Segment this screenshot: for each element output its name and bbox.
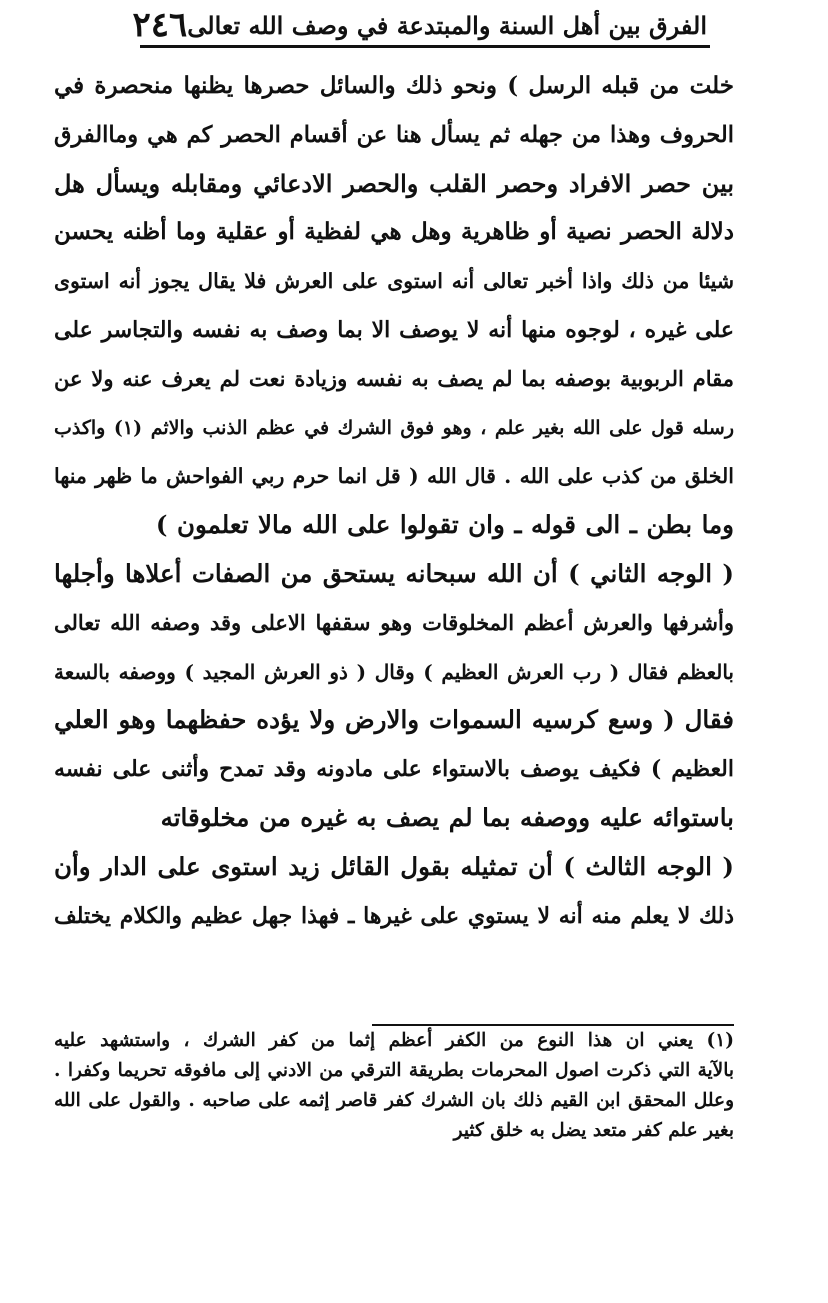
- text-line: ( الوجه الثالث ) أن تمثيله بقول القائل زيد استوى على الدار وأن: [54, 851, 734, 881]
- text-line: بين حصر الافراد وحصر القلب والحصر الادعائي ومقابله ويسأل هل: [54, 168, 734, 198]
- text-line: ذلك لا يعلم منه أنه لا يستوي على غيرها ـ فهذا جهل عظيم والكلام يختلف: [54, 902, 734, 929]
- text-line: الحروف وهذا من جهله ثم يسأل هنا عن أقسام الحصر كم هي وماالفرق: [54, 121, 734, 148]
- text-line: الخلق من كذب على الله . قال الله ( قل انما حرم ربي الفواحش ما ظهر منها: [54, 464, 734, 489]
- main-text: [54, 62, 734, 940]
- footnote-line: بغير علم كفر متعد يضل به خلق كثير: [453, 1120, 734, 1141]
- text-line: خلت من قبله الرسل ) ونحو ذلك والسائل حصرها يظنها منحصرة في: [54, 72, 734, 99]
- page-number: ٢٤٦: [132, 5, 188, 45]
- paragraph-end-line: وما بطن ـ الى قوله ـ وان تقولوا على الله مالا تعلمون ): [155, 510, 734, 540]
- text-line: دلالة الحصر نصية أو ظاهرية وهل هي لفظية أو عقلية وما أظنه يحسن: [54, 218, 734, 246]
- text-line: شيئا من ذلك واذا أخبر تعالى أنه استوى على العرش فلا يقال يجوز أنه استوى: [54, 269, 734, 294]
- text-line: وأشرفها والعرش أعظم المخلوقات وهو سقفها الاعلى وقد وصفه الله تعالى: [54, 609, 734, 635]
- text-line: بالعظم فقال ( رب العرش العظيم ) وقال ( ذو العرش المجيد ) ووصفه بالسعة: [54, 659, 734, 684]
- header-rule: [140, 45, 710, 48]
- text-line: ( الوجه الثاني ) أن الله سبحانه يستحق من الصفات أعلاها وأجلها: [54, 558, 734, 588]
- text-line: فقال ( وسع كرسيه السموات والارض ولا يؤده حفظهما وهو العلي: [54, 705, 734, 735]
- paragraph-end-line: باستوائه عليه ووصفه بما لم يصف به غيره من مخلوقاته: [160, 802, 734, 832]
- page-header: [132, 5, 707, 45]
- text-line: مقام الربوبية بوصفه بما لم يصف به نفسه وزيادة نعت لم يعرف عنه ولا عن: [54, 365, 734, 391]
- footnote-line: وعلل المحقق ابن القيم ذلك بان الشرك كفر قاصر إثمه على صاحبه . والقول على الله: [54, 1090, 734, 1111]
- footnotes: [54, 1026, 734, 1146]
- running-title: الفرق بين أهل السنة والمبتدعة في وصف الله تعالى: [187, 11, 707, 40]
- footnote-line: بالآية التي ذكرت اصول المحرمات بطريقة الترقي من الادني إلى مافوقه تحريما وكفرا .: [54, 1060, 734, 1081]
- text-line: رسله قول على الله بغير علم ، وهو فوق الشرك في عظم الذنب والاثم (١) واكذب: [54, 416, 734, 439]
- text-line: على غيره ، لوجوه منها أنه لا يوصف الا بما وصف به نفسه والتجاسر على: [54, 316, 734, 343]
- footnote-line: (١) يعني ان هذا النوع من الكفر أعظم إثما من كفر الشرك ، واستشهد عليه: [54, 1030, 734, 1051]
- text-line: العظيم ) فكيف يوصف بالاستواء على مادونه وقد تمدح وأثنى على نفسه: [54, 756, 734, 783]
